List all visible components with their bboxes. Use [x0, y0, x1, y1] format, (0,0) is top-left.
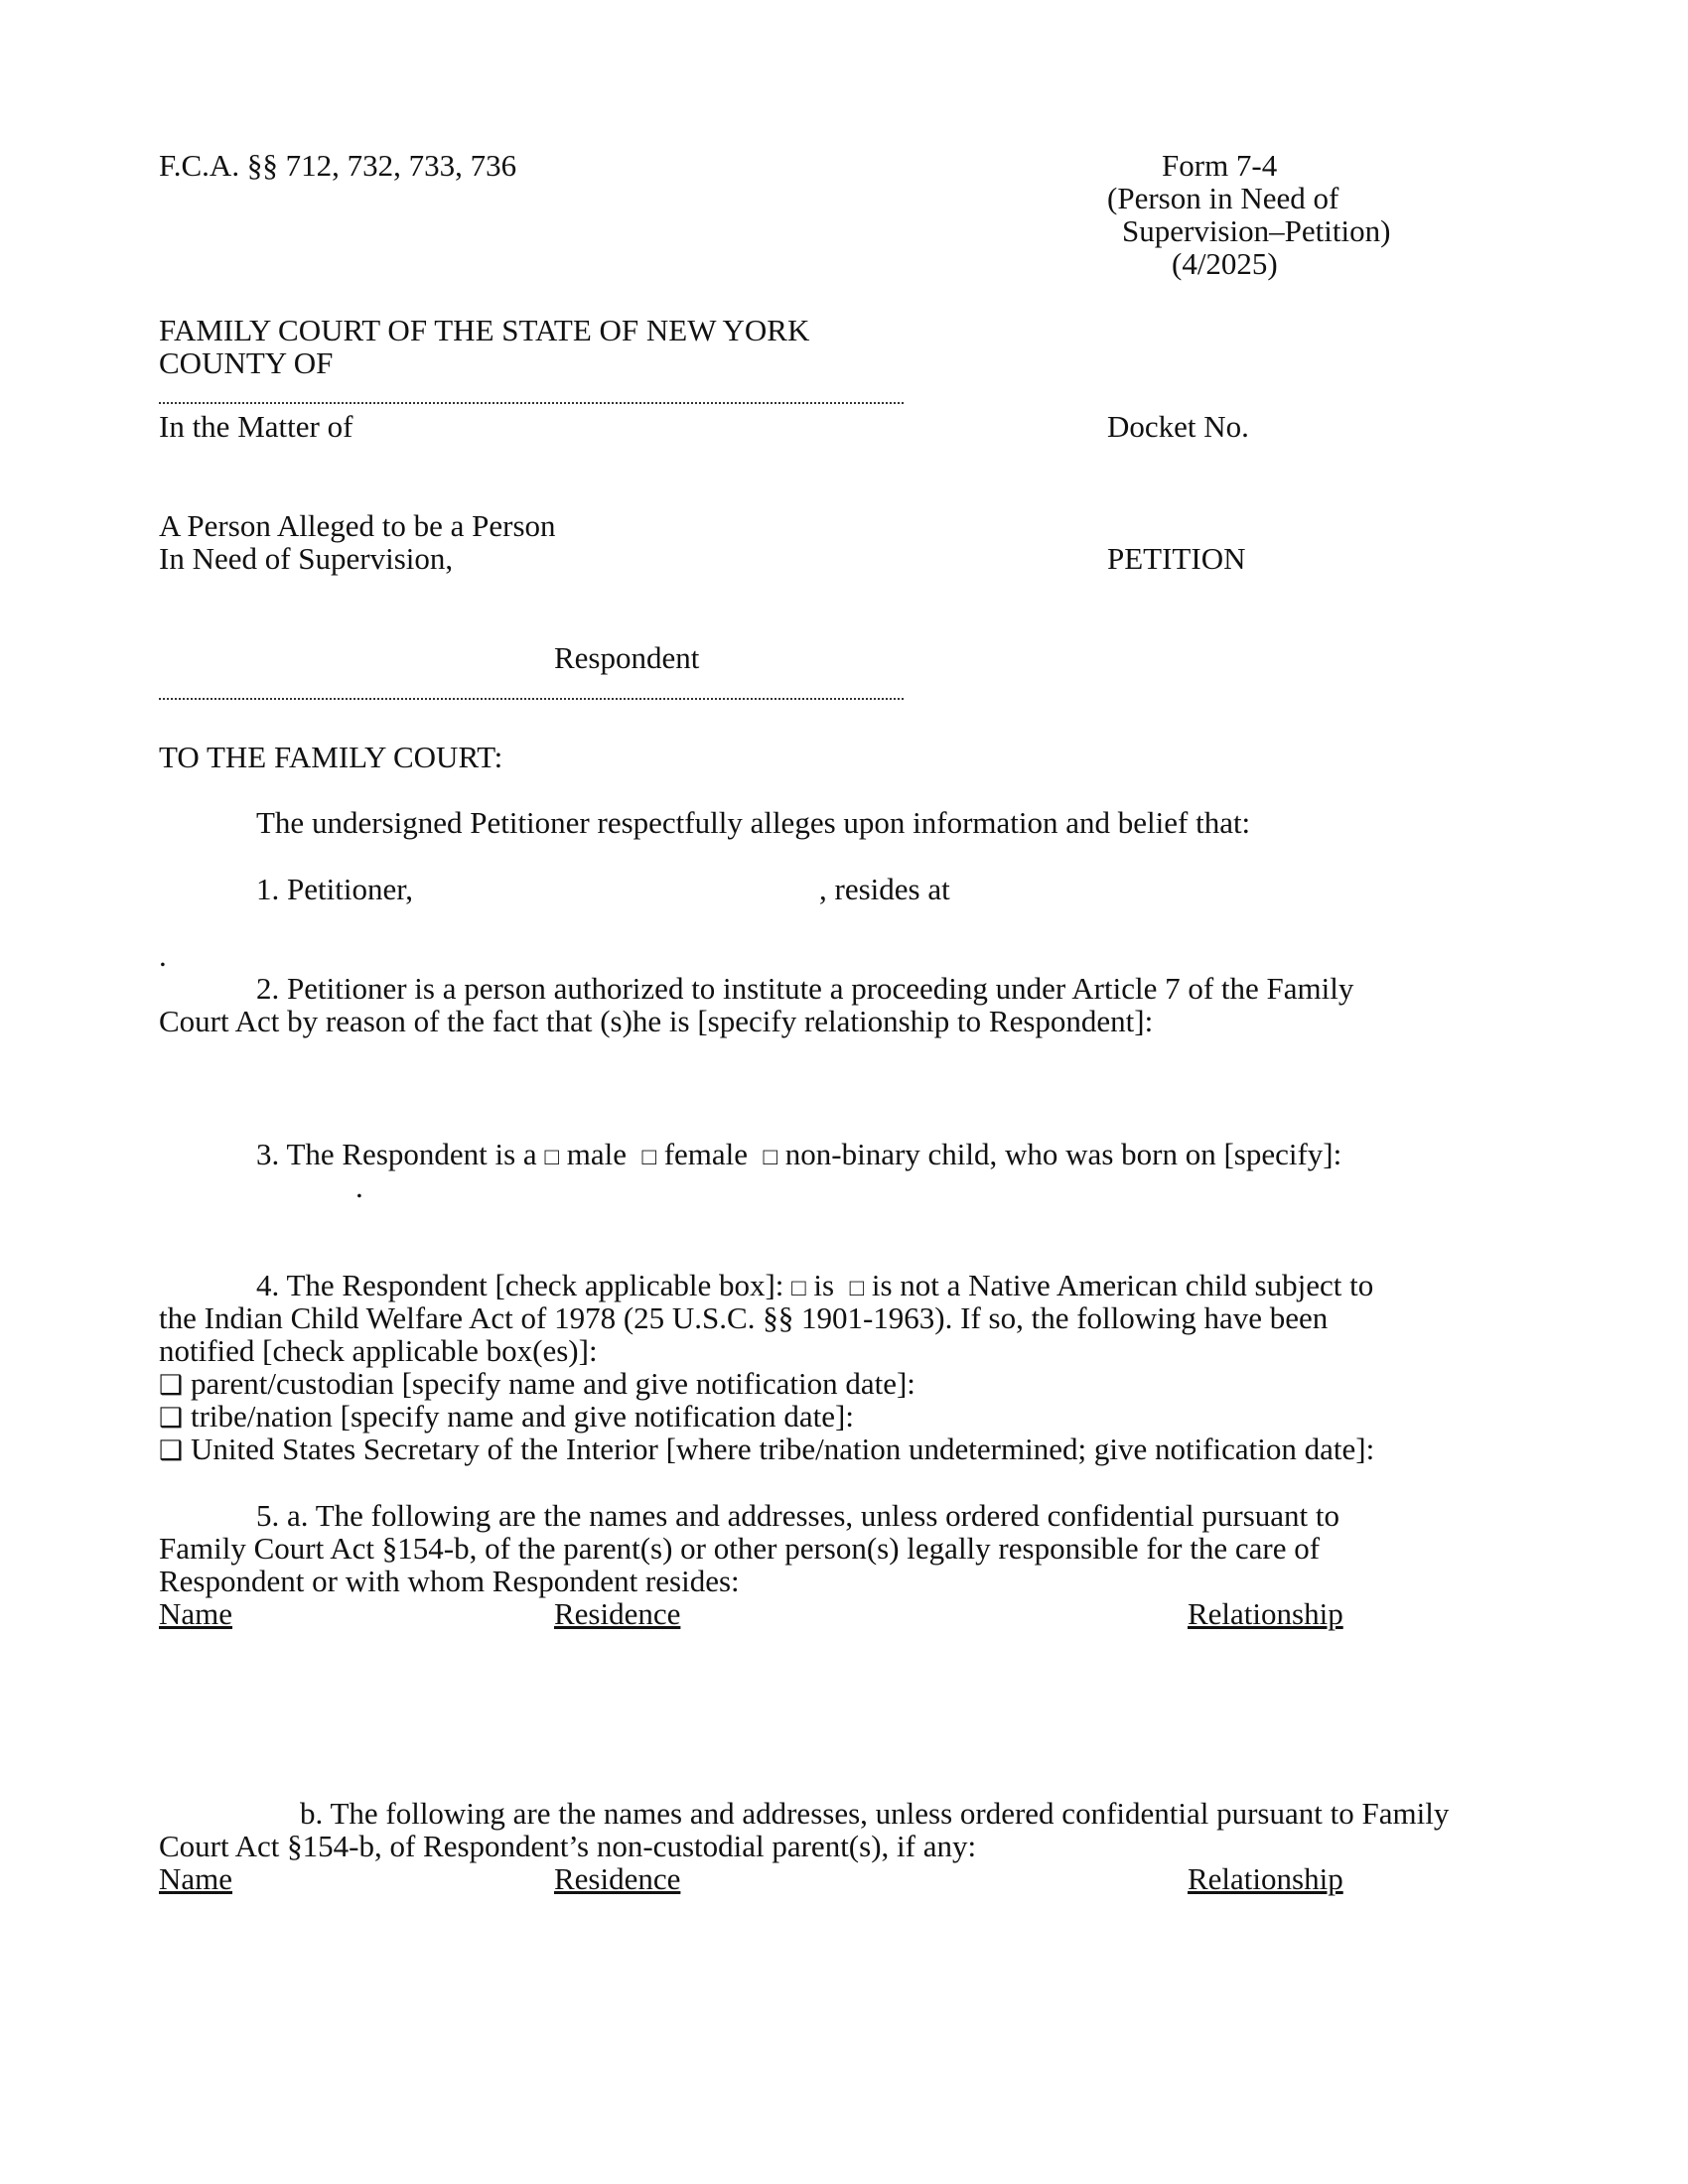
docket-number-label: Docket No.	[1107, 409, 1249, 444]
checkbox-female[interactable]: □	[641, 1145, 656, 1170]
paragraph-4-line2: the Indian Child Welfare Act of 1978 (25 U.S.C. §§ 1901-1963). If so, the following have been	[159, 1300, 1329, 1335]
checkbox-is-not[interactable]: □	[849, 1276, 865, 1301]
paragraph-4-label: 4. The Respondent [check applicable box]:	[256, 1268, 784, 1302]
caption-bottom-dotted-line	[159, 698, 904, 700]
column-header-residence: Residence	[554, 1861, 681, 1896]
paragraph-1-period: .	[159, 938, 167, 973]
paragraph-1-label: 1. Petitioner,	[256, 872, 414, 906]
respondent-description-line1: A Person Alleged to be a Person	[159, 508, 556, 543]
checkbox-non-binary[interactable]: □	[763, 1145, 778, 1170]
column-header-residence: Residence	[554, 1596, 681, 1631]
checkbox-secretary-interior[interactable]: ❑	[159, 1435, 184, 1466]
respondent-label: Respondent	[554, 640, 700, 675]
in-matter-of: In the Matter of	[159, 409, 353, 444]
tribe-nation-label: tribe/nation [specify name and give notification date]:	[190, 1399, 854, 1433]
paragraph-1-resides: , resides at	[819, 872, 950, 906]
paragraph-3	[256, 1138, 1341, 1174]
female-label: female	[663, 1137, 749, 1171]
parent-custodian-label: parent/custodian [specify name and give notification date]:	[190, 1366, 915, 1401]
paragraph-5a-line3: Respondent or with whom Respondent resides:	[159, 1564, 740, 1598]
caption-top-dotted-line	[159, 402, 904, 404]
secretary-interior-label: United States Secretary of the Interior [where tribe/nation undetermined; give notification date]:	[190, 1432, 1375, 1466]
checkbox-tribe-nation[interactable]: ❑	[159, 1403, 184, 1433]
form-date: (4/2025)	[1172, 246, 1278, 281]
addressee: TO THE FAMILY COURT:	[159, 740, 503, 774]
statute-citation: F.C.A. §§ 712, 732, 733, 736	[159, 148, 517, 183]
paragraph-3-label: 3. The Respondent is a	[256, 1137, 537, 1171]
document-type: PETITION	[1107, 541, 1246, 576]
paragraph-2-line1: 2. Petitioner is a person authorized to institute a proceeding under Article 7 of the Family	[256, 971, 1354, 1006]
paragraph-5a-line2: Family Court Act §154-b, of the parent(s) or other person(s) legally responsible for the care of	[159, 1531, 1321, 1566]
county-label: COUNTY OF	[159, 345, 334, 380]
is-label: is	[813, 1268, 835, 1302]
paragraph-4-line3: notified [check applicable box(es)]:	[159, 1333, 598, 1368]
respondent-description-line2: In Need of Supervision,	[159, 541, 454, 576]
male-label: male	[566, 1137, 627, 1171]
notification-option-tribe	[159, 1400, 854, 1434]
checkbox-is[interactable]: □	[791, 1276, 806, 1301]
paragraph-3-period: .	[355, 1169, 363, 1204]
notification-option-parent	[159, 1367, 915, 1402]
form-description-line2: Supervision–Petition)	[1122, 213, 1391, 248]
column-header-name: Name	[159, 1596, 233, 1631]
is-not-label: is not a Native American child subject to	[871, 1268, 1374, 1302]
notification-option-secretary	[159, 1433, 1374, 1467]
non-binary-label: non-binary child, who was born on [specify]:	[784, 1137, 1342, 1171]
column-header-relationship: Relationship	[1188, 1596, 1343, 1631]
checkbox-parent-custodian[interactable]: ❑	[159, 1370, 184, 1401]
form-description-line1: (Person in Need of	[1107, 181, 1339, 215]
paragraph-5a-line1: 5. a. The following are the names and addresses, unless ordered confidential pursuant to	[256, 1498, 1339, 1533]
checkbox-male[interactable]: □	[544, 1145, 559, 1170]
paragraph-5b-line1: b. The following are the names and addresses, unless ordered confidential pursuant to Family	[300, 1796, 1450, 1831]
court-name: FAMILY COURT OF THE STATE OF NEW YORK	[159, 313, 810, 347]
column-header-relationship: Relationship	[1188, 1861, 1343, 1896]
paragraph-2-line2: Court Act by reason of the fact that (s)he is [specify relationship to Respondent]:	[159, 1004, 1154, 1038]
paragraph-5b-line2: Court Act §154-b, of Respondent’s non-custodial parent(s), if any:	[159, 1829, 977, 1863]
column-header-name: Name	[159, 1861, 233, 1896]
intro-paragraph: The undersigned Petitioner respectfully alleges upon information and belief that:	[256, 805, 1251, 840]
form-number: Form 7-4	[1162, 148, 1278, 183]
